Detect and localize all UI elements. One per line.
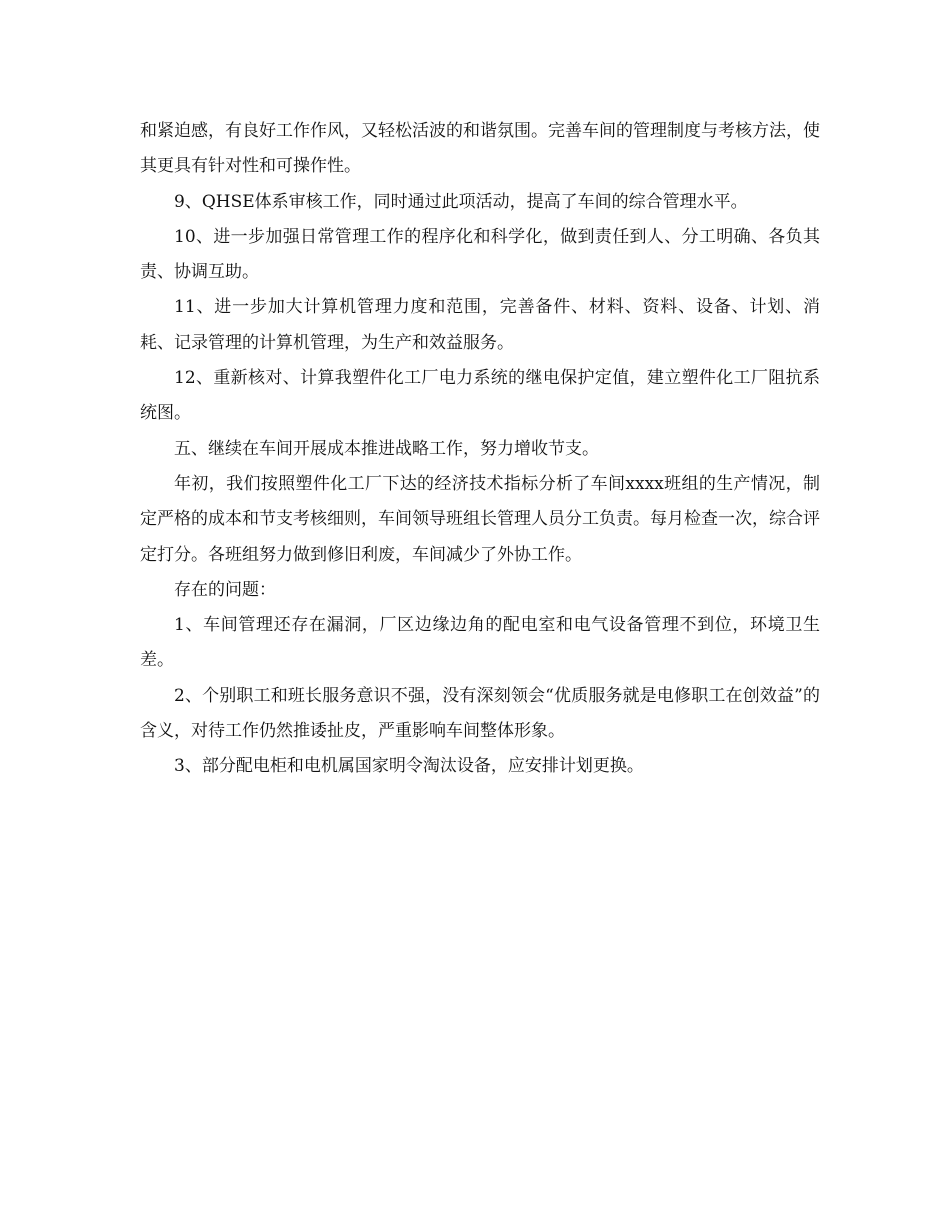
paragraph-item-9: 9、QHSE体系审核工作，同时通过此项活动，提高了车间的综合管理水平。 <box>174 191 748 212</box>
paragraph-item-12: 12、重新核对、计算我塑件化工厂电力系统的继电保护定值，建立塑件化工厂阻抗系统图。 <box>140 368 820 424</box>
paragraph-item-11: 11、进一步加大计算机管理力度和范围，完善备件、材料、资料、设备、计划、消耗、记录管理的计算机管理，为生产和效益服务。 <box>140 297 820 353</box>
problems-heading: 存在的问题： <box>174 579 276 600</box>
problem-item-3: 3、部分配电柜和电机属国家明令淘汰设备，应安排计划更换。 <box>174 756 644 777</box>
document-body <box>140 114 820 785</box>
paragraph-cost-control: 年初，我们按照塑件化工厂下达的经济技术指标分析了车间xxxx班组的生产情况，制定严格的成本和节支考核细则，车间领导班组长管理人员分工负责。每月检查一次，综合评定打分。各班组努力做到修旧利废，车间减少了外协工作。 <box>140 473 820 565</box>
section-heading-five: 五、继续在车间开展成本推进战略工作，努力增收节支。 <box>174 438 599 459</box>
paragraph-continuation: 和紧迫感，有良好工作作风，又轻松活波的和谐氛围。完善车间的管理制度与考核方法，使其更具有针对性和可操作性。 <box>140 121 820 177</box>
paragraph-item-10: 10、进一步加强日常管理工作的程序化和科学化，做到责任到人、分工明确、各负其责、协调互助。 <box>140 226 820 283</box>
problem-item-2: 2、个别职工和班长服务意识不强，没有深刻领会“优质服务就是电修职工在创效益”的含义，对待工作仍然推诿扯皮，严重影响车间整体形象。 <box>140 685 820 742</box>
problem-item-1: 1、车间管理还存在漏洞，厂区边缘边角的配电室和电气设备管理不到位，环境卫生差。 <box>140 615 820 671</box>
